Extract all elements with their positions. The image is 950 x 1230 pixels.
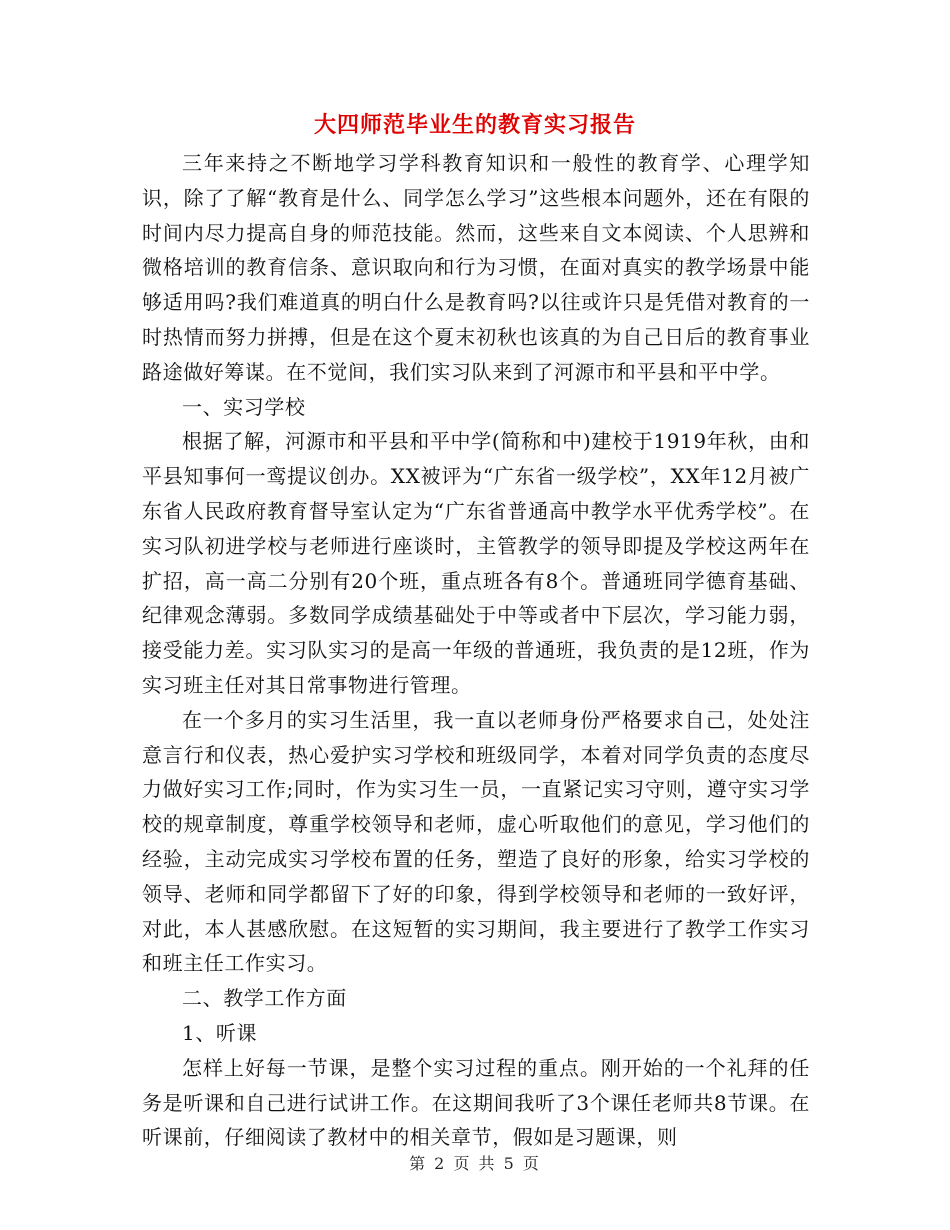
heading-teaching-work: 二、教学工作方面	[182, 986, 347, 1011]
paragraph-listening-class: 怎样上好每一节课，是整个实习过程的重点。刚开始的一个礼拜的任务是听课和自己进行试讲工作。在这期间我听了3个课任老师共8节课。在听课前，仔细阅读了教材中的相关章节，假如是习题课，则	[142, 1055, 810, 1150]
document-body	[142, 146, 810, 1155]
heading-internship-school: 一、实习学校	[182, 394, 306, 419]
heading-listening-class: 1、听课	[182, 1020, 258, 1045]
page-number-footer: 第 2 页 共 5 页	[409, 1154, 541, 1173]
paragraph-internship-life: 在一个多月的实习生活里，我一直以老师身份严格要求自己，处处注意言行和仪表，热心爱护实习学校和班级同学，本着对同学负责的态度尽力做好实习工作;同时，作为实习生一员，一直紧记实习守则，遵守实习学校的规章制度，尊重学校领导和老师，虚心听取他们的意见，学习他们的经验，主动完成实习学校布置的任务，塑造了良好的形象，给实习学校的领导、老师和同学都留下了好的印象，得到学校领导和老师的一致好评，对此，本人甚感欣慰。在这短暂的实习期间，我主要进行了教学工作实习和班主任工作实习。	[142, 707, 810, 976]
paragraph-school-info: 根据了解，河源市和平县和平中学(简称和中)建校于1919年秋，由和平县知事何一鸾提议创办。XX被评为“广东省一级学校”，XX年12月被广东省人民政府教育督导室认定为“广东省普通高中教学水平优秀学校”。在实习队初进学校与老师进行座谈时，主管教学的领导即提及学校这两年在扩招，高一高二分别有20个班，重点班各有8个。普通班同学德育基础、纪律观念薄弱。多数同学成绩基础处于中等或者中下层次，学习能力弱，接受能力差。实习队实习的是高一年级的普通班，我负责的是12班，作为实习班主任对其日常事物进行管理。	[142, 429, 810, 697]
document-title: 大四师范毕业生的教育实习报告	[313, 112, 636, 138]
paragraph-intro: 三年来持之不断地学习学科教育知识和一般性的教育学、心理学知识，除了了解“教育是什么、同学怎么学习”这些根本问题外，还在有限的时间内尽力提高自身的师范技能。然而，这些来自文本阅读、个人思辨和微格培训的教育信条、意识取向和行为习惯，在面对真实的教学场景中能够适用吗?我们难道真的明白什么是教育吗?以往或许只是凭借对教育的一时热情而努力拼搏，但是在这个夏末初秋也该真的为自己日后的教育事业路途做好筹谋。在不觉间，我们实习队来到了河源市和平县和平中学。	[142, 151, 810, 384]
